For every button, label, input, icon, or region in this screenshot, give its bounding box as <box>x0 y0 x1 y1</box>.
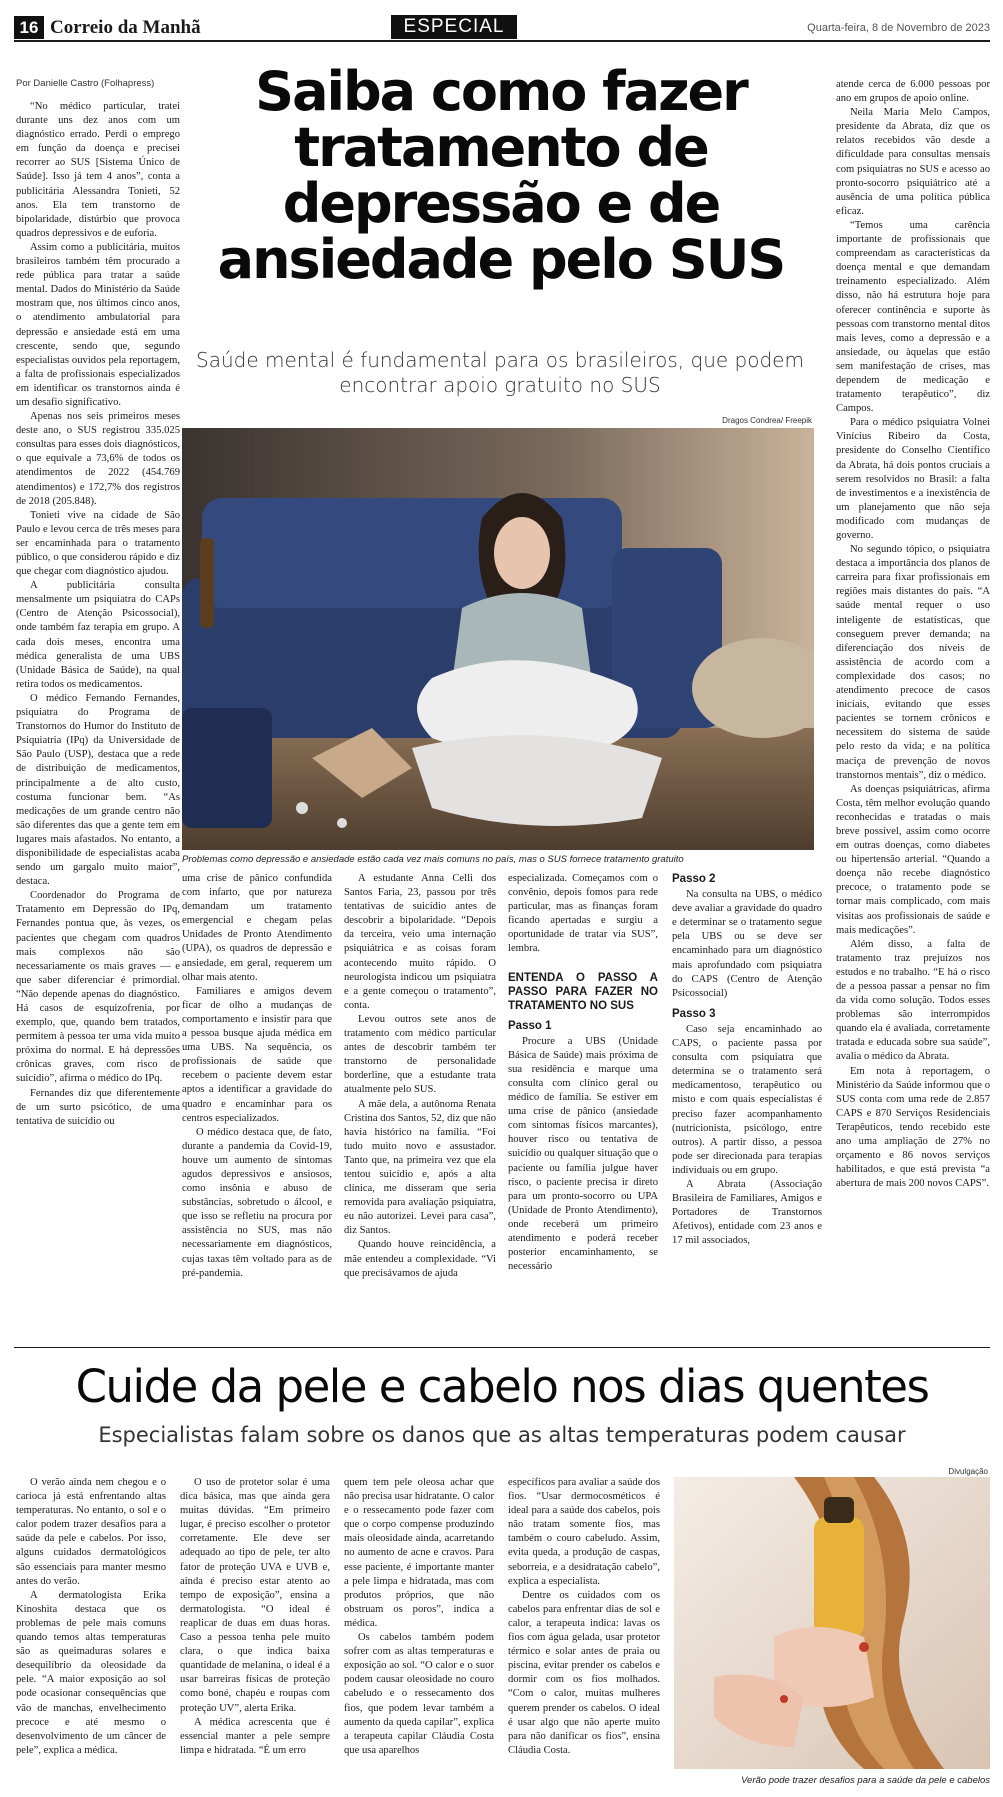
step-1-title: Passo 1 <box>508 1019 552 1032</box>
paragraph: Dentre os cuidados com os cabelos para enfrentar dias de sol e calor, a terapeuta indica: lavas os fios com água gelada, usar protetor térmico e solar antes de praia ou piscina, evitar prender os cabelos e dormir com os fios molhados. “Com o calor, muitas mulheres querem prender os cabelos. O ideal é usar algo que não aperte muito para não danificar os fios”, ensina Cláudia Costa. <box>508 1589 660 1756</box>
paragraph: A Abrata (Associação Brasileira de Familiares, Amigos e Portadores de Transtornos Afetivos), entidade com 23 anos e 17 mil associados, <box>672 1178 822 1247</box>
article1-column-1 <box>16 100 180 1340</box>
sofa-woman-illustration <box>182 428 814 850</box>
article2-headline: Cuide da pele e cabelo nos dias quentes <box>75 1360 929 1413</box>
paragraph: Levou outros sete anos de tratamento com médico particular antes de descobrir também ter transtorno de personalidade borderline, que a estudante trata atualmente pelo SUS. <box>344 1013 496 1096</box>
paragraph: O uso de protetor solar é uma dica básica, mas que ainda gera muitas dúvidas. “Em primeiro lugar, é preciso escolher o protetor corretamente. Ele deve ser adequado ao tipo de pele, ter alto fator de proteção UVA e UVB e, ainda é preciso estar atento ao tempo de exposição”, ensina a dermatologista. “O ideal é reaplicar de duas em duas horas. Caso a pessoa tenha pele muito clara, o que indica baixa quantidade de melanina, o ideal é a usar barreiras físicas de proteção como boné, chapéu e roupas com proteção UV”, alerta Erika. <box>180 1477 330 1714</box>
step-3-text: Caso seja encaminhado ao CAPS, o paciente passa por consulta com psiquiatra que determina se o tratamento será medicamentoso, terapêutico ou misto e com quais especialistas é preciso fazer acompanhamento (nutricionista, psicólogo, entre outros). A partir disso, a pessoa pode ser direcionada para terapias individuais ou em grupo. <box>672 1023 822 1176</box>
paragraph: Para o médico psiquiatra Volnei Vinícius Ribeiro da Costa, presidente do Conselho Científico da Abrata, há dois pontos cruciais a serem resolvidos no Brasil: a falta de investimentos e a inexistência de um planejamento que não seja modificado com mudanças de governo. <box>836 417 990 541</box>
paragraph: Os cabelos também podem sofrer com as altas temperaturas e exposição ao sol. “O calor e o suor podem causar oleosidade no couro cabeludo e o ressecamento dos fios, que podem levar também a aumento da queda capilar”, explica a terapeuta capilar Cláudia Costa que usa aparelhos <box>344 1632 494 1756</box>
paragraph: específicos para avaliar a saúde dos fios. “Usar dermocosméticos é ideal para a saúde dos cabelos, pois não tratam somente fios, mas também o couro cabeludo. Assim, evita queda, a produção de caspas, seborreia, e a desidratação cabelo”, explica a especialista. <box>508 1477 660 1587</box>
paragraph: O verão ainda nem chegou e o carioca já está enfrentando altas temperaturas. No entanto, o sol e o calor podem trazer desafios para a saúde da pele e cabelos. Por isso, alguns cuidados dermatológicos são essenciais para manter mesmo antes do verão. <box>16 1477 166 1587</box>
byline: Por Danielle Castro (Folhapress) <box>16 78 155 89</box>
info-box-title: ENTENDA O PASSO A PASSO PARA FAZER NO TRATAMENTO NO SUS <box>508 971 658 1012</box>
paragraph: Tonieti vive na cidade de São Paulo e levou cerca de três meses para ser encaminhada para o tratamento público, o que considerou rápido e diz que chegar com diagnóstico ajudou. <box>16 509 180 578</box>
paragraph: quem tem pele oleosa achar que não precisa usar hidratante. O calor e o ressecamento pode fazer com que o corpo compense produzindo mais oleosidade ainda, acarretando no aumento de acne e cravos. Para esse paciente, é importante manter a pele limpa e hidratada, mas com produtos próprios, que não obstruam os poros”, indica a médica. <box>344 1477 494 1629</box>
article1-column-3 <box>344 872 496 1340</box>
paragraph: Neila Maria Melo Campos, presidente da Abrata, diz que os relatos recebidos vão desde a dificuldade para consultas mensais com psiquiatras no SUS e acesso ao pronto-socorro psiquiátrico até a ausência de uma política pública eficaz. <box>836 107 990 217</box>
paragraph: Em nota à reportagem, o Ministério da Saúde informou que o SUS conta com uma rede de 2.857 CAPS e 870 Serviços Residenciais Terapêuticos, tendo recebido este ano uma ampliação de 27% no orçamento e 86 novos serviços habilitados, e que está prevista “a abertura de mais 200 novos CAPS”. <box>836 1065 990 1190</box>
paragraph: A mãe dela, a autônoma Renata Cristina dos Santos, 52, diz que não havia histórico na família. “Foi tudo muito novo e assustador. Tanto que, na primeira vez que ela tentou suicídio e, após a alta clínica, me disseram que seria removida para avaliação psiquiatra, eu não autorizei. Levei para casa”, diz Santos. <box>344 1098 496 1237</box>
paragraph: Assim como a publicitária, muitos brasileiros também têm procurado a rede pública para tratar a saúde mental. Dados do Ministério da Saúde mostram que, nos últimos cinco anos, o atendimento ambulatorial para depressão e ansiedade está em uma crescente, sendo que, segundo especialistas ouvidos pela reportagem, a falta de profissionais especializados em identificar os transtornos ainda é um desafio significativo. <box>16 241 180 408</box>
paragraph: O médico destaca que, de fato, durante a pandemia da Covid-19, houve um aumento de sintomas agudos depressivos e ansiosos, como insônia e abuso de substâncias, sobretudo o álcool, e que isso se refletiu na procura por assistência no SUS, mas não necessariamente em diagnósticos, cujas taxas têm voltado para as de pré-pandemia. <box>182 1126 332 1279</box>
article1-column-2 <box>182 872 332 1340</box>
article1-column-4 <box>508 872 658 1340</box>
article2-photo <box>674 1477 990 1769</box>
article1-subheadline: Saúde mental é fundamental para os brasileiros, que podem encontrar apoio gratuito no SUS <box>196 348 804 397</box>
paragraph: Apenas nos seis primeiros meses deste ano, o SUS registrou 335.025 consultas para esses dois diagnósticos, o que equivale a 73,6% de todos os atendimentos de 2022 (454.769 atendimentos) e 172,7% dos registros de 2018 (205.848). <box>16 411 180 507</box>
paragraph: A médica acrescenta que é essencial manter a pele sempre limpa e hidratada. “É um erro <box>180 1716 330 1756</box>
header-rule <box>14 40 990 42</box>
article1-photo-caption: Problemas como depressão e ansiedade estão cada vez mais comuns no país, mas o SUS fornece tratamento gratuito <box>182 854 684 865</box>
article1-photo <box>182 428 814 850</box>
paragraph: No segundo tópico, o psiquiatra destaca a importância dos planos de carreira para fixar profissionais em regiões mais distantes do país. “A saúde mental requer o uso inteligente de estatísticas, que conseguem prever demanda; na diferenciação dos níveis de assistência de acordo com a complexidade dos casos; no atendimento precoce de casos iniciais, evitando que esses pacientes se tornem crônicos e necessitem do sistema de saúde pelo resto da vida; e na política maciça de prevenção de novos transtornos mentais”, diz o médico. <box>836 544 990 781</box>
paragraph: A estudante Anna Celli dos Santos Faria, 23, passou por três tentativas de suicídio antes de descobrir a bipolaridade. “Depois da terceira, veio uma internação psiquiátrica e as coisas foram acontecendo muito rápido. O neurologista indicou um psiquiatra e a gente começou o tratamento”, conta. <box>344 873 496 1011</box>
paragraph: Coordenador do Programa de Tratamento em Depressão do IPq, Fernandes pontua que, às vezes, os pacientes que chegam com quadros mais complexos não são necessariamente os mais graves — e que saber diferenciar é primordial. “Não depende apenas do diagnóstico. Há casos de esquizofrenia, por exemplo, que, quando bem tratados, permitem à pessoa ter uma vida muito próxima do normal. E há depressões crônicas graves, com risco de suicídio”, afirma o médico do IPq. <box>16 890 180 1085</box>
step-3-title: Passo 3 <box>672 1007 716 1020</box>
article2-column-3 <box>344 1476 494 1788</box>
paragraph: O médico Fernando Fernandes, psiquiatra do Programa de Transtornos do Humor do Instituto de Psiquiatria (IPq) da Universidade de São Paulo (USP), destaca que a rede de distribuição de medicamentos, principalmente a de alto custo, costuma funcionar bem. “As medicações de um grande centro não são diferentes das que a gente tem em lugares mais afastados. No entanto, a disponibilidade de especialistas acaba sendo um gargalo muito maior”, destaca. <box>16 692 180 888</box>
paragraph: Quando houve reincidência, a mãe entendeu a complexidade. “Vi que precisávamos de ajuda <box>344 1239 496 1279</box>
article2-subheadline: Especialistas falam sobre os danos que as altas temperaturas podem causar <box>98 1423 906 1447</box>
paragraph: atende cerca de 6.000 pessoas por ano em grupos de apoio online. <box>836 79 990 105</box>
photo-credit: Dragos Condrea/ Freepik <box>722 416 812 425</box>
page-number: 16 <box>14 16 44 39</box>
section-divider <box>14 1347 990 1348</box>
paragraph: As doenças psiquiátricas, afirma Costa, têm melhor evolução quando reconhecidas e tratadas o mais breve possível, assim como ocorre em outras doenças, como diabetes ou hipertensão arterial. “Quando a doença não recebe diagnóstico precoce, o tratamento pode se tornar mais complicado, com mais visitas aos profissionais de saúde e mais medicações”. <box>836 783 990 936</box>
article2-photo-caption: Verão pode trazer desafios para a saúde da pele e cabelos <box>741 1775 990 1786</box>
article1-column-6 <box>836 78 990 1340</box>
issue-date: Quarta-feira, 8 de Novembro de 2023 <box>807 22 990 34</box>
paragraph: “Temos uma carência importante de profissionais que compreendam as características da doença mental e que demandam treinamento especializado. Além disso, não há estrutura hoje para oferecer continência e suporte às pessoas com transtorno mental ditos mais leves, como a depressão e a ansiedade, ou àquelas que estão sem manifestação de crises, mas dependem de medicação e tratamento terapêutico”, diz Campos. <box>836 219 990 415</box>
section-tag: ESPECIAL <box>391 15 517 39</box>
article2-column-1 <box>16 1476 166 1788</box>
article2-column-2 <box>180 1476 330 1788</box>
paragraph: Além disso, a falta de tratamento traz prejuízos nos estudos e no trabalho. “E há o risco de a pessoa passar a pensar no fim da vida como solução. Todos esses problemas são interrompidos quando ela é avaliada, corretamente tratada e educada sobre sua saúde”, avalia o médico da Abrata. <box>836 938 990 1063</box>
paragraph: especializada. Começamos com o convênio, depois fomos para rede particular, mas as finanças foram ficando apertadas e surgiu a oportunidade de tratar via SUS”, lembra. <box>508 873 658 955</box>
newspaper-name: Correio da Manhã <box>50 17 201 38</box>
paragraph: A publicitária consulta mensalmente um psiquiatra do CAPs (Centro de Atenção Psicossocial), onde também faz terapia em grupo. A cada dois meses, encontra uma médica generalista de uma UBS (Unidade Básica de Saúde), na qual retira todos os medicamentos. <box>16 580 180 690</box>
paragraph: uma crise de pânico confundida com infarto, que por natureza demandam um tratamento emergencial e chegam pelas Unidades de Pronto Atendimento (UPA), os quadros de depressão e ansiedade, em geral, requerem um olhar mais atento. <box>182 873 332 983</box>
step-2-text: Na consulta na UBS, o médico deve avaliar a gravidade do quadro e determinar se o tratamento segue pela UBS ou se deve ser encaminhado para um diagnóstico mais aprofundado com psiquiatra do CAPS (Centro de Atenção Psicossocial) <box>672 889 822 999</box>
paragraph: Familiares e amigos devem ficar de olho a mudanças de comportamento e insistir para que a pessoa busque ajuda médica em uma UBS. Na sequência, os profissionais de saúde que recebem o paciente devem estar aptos a identificar a gravidade do quadro e encaminhar para os centros especializados. <box>182 985 332 1124</box>
article1-headline: Saiba como fazer tratamento de depressão e de ansiedade pelo SUS <box>217 60 785 291</box>
article2-column-4 <box>508 1476 660 1788</box>
article1-column-5 <box>672 872 822 1340</box>
hair-spray-illustration <box>674 1477 990 1769</box>
paragraph: “No médico particular, tratei durante uns dez anos com um diagnóstico errado. Perdi o emprego em função da doença e precisei recorrer ao SUS [Sistema Único de Saúde]. Isso já tem 4 anos”, conta a publicitária Alessandra Tonieti, 52 anos. Ela tem transtorno de bipolaridade, distúrbio que provoca quadros depressivos e de euforia. <box>16 101 180 239</box>
paragraph: Fernandes diz que diferentemente de um surto psicótico, de uma tentativa de suicídio ou <box>16 1087 180 1127</box>
paragraph: A dermatologista Erika Kinoshita destaca que os problemas de pele mais comuns quando temos altas temperaturas são as queimaduras solares e desequilíbrio da oleosidade da pele. “A maior exposição ao sol pode ocasionar consequências que vão de manchas, envelhecimento precoce e até mesmo o desenvolvimento de um câncer de pele”, explica a médica. <box>16 1589 166 1756</box>
step-2-title: Passo 2 <box>672 873 716 885</box>
step-1-text: Procure a UBS (Unidade Básica de Saúde) mais próxima de sua residência e marque uma consulta com clínico geral ou médico de família. Se estiver em uma crise de pânico (ansiedade com sintomas físicos marcantes), houver risco ou tentativa de suicídio ou qualquer situação que o paciente ou família julgue haver risco, o paciente precisa ir direto para um pronto-socorro ou UPA (Unidade de Pronto Atendimento), onde receberá um primeiro atendimento e poderá receber posterior encaminhamento, se necessário <box>508 1035 658 1273</box>
article2-photo-credit: Divulgação <box>948 1467 988 1476</box>
